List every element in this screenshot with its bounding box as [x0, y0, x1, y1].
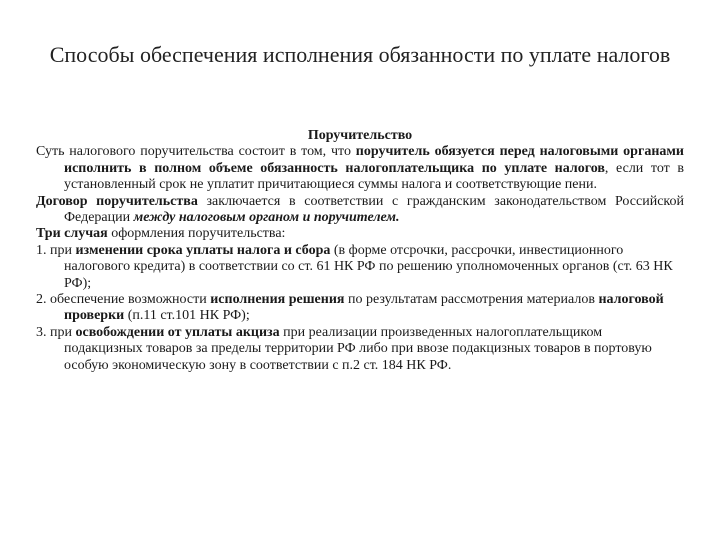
text-run: (п.11 ст.101 НК РФ); — [124, 308, 250, 324]
list-item-1 — [36, 243, 684, 292]
bold-run: поручитель обязуется перед налоговыми органами исполнить в полном объеме обязанность налогоплательщика по уплате налогов — [64, 144, 684, 176]
bold-run: налоговой проверки — [64, 292, 664, 324]
section-heading: Поручительство — [307, 128, 413, 143]
text-run: по результатам рассмотрения материалов — [344, 292, 599, 308]
bold-run: изменении срока уплаты налога и сбора — [75, 242, 331, 258]
text-run: 3. при — [36, 324, 76, 340]
text-run: при реализации произведенных налогоплательщиком подакцизных товаров за пределы территории РФ либо при ввозе подакцизных товаров в портовую особую экономическую зону в соответствии с п.2 ст. 184 НК РФ. — [64, 324, 652, 373]
bold-run: Три случая — [36, 226, 108, 242]
paragraph-contract — [36, 194, 684, 227]
text-run: 2. обеспечение возможности — [36, 292, 211, 308]
list-item-3 — [36, 325, 684, 374]
text-run: 1. при — [36, 242, 76, 258]
paragraph-three-cases — [36, 226, 684, 242]
bold-run: освобождении от уплаты акциза — [75, 324, 280, 340]
bold-run: Договор поручительства — [36, 193, 198, 209]
slide-body — [36, 128, 684, 374]
bold-run: исполнения решения — [210, 292, 345, 308]
text-run: оформления поручительства: — [107, 226, 286, 242]
text-run: (в форме отсрочки, рассрочки, инвестиционного налогового кредита) в соответствии со ст. 61 НК РФ по решению уполномоченных органов (ст. 63 НК РФ); — [64, 242, 673, 291]
text-run: Суть налогового поручительства состоит в том, что — [36, 144, 356, 160]
bold-italic-run: между налоговым органом и поручителем. — [133, 210, 400, 226]
list-item-2 — [36, 292, 684, 325]
slide-title: Способы обеспечения исполнения обязанности по уплате налогов — [49, 42, 671, 67]
text-run: , если тот в установленный срок не уплатит причитающиеся суммы налога и соответствующие пени. — [64, 160, 684, 193]
paragraph-essence — [36, 144, 684, 193]
text-run: заключается в соответствии с гражданским законодательством Российской Федерации — [64, 193, 684, 226]
